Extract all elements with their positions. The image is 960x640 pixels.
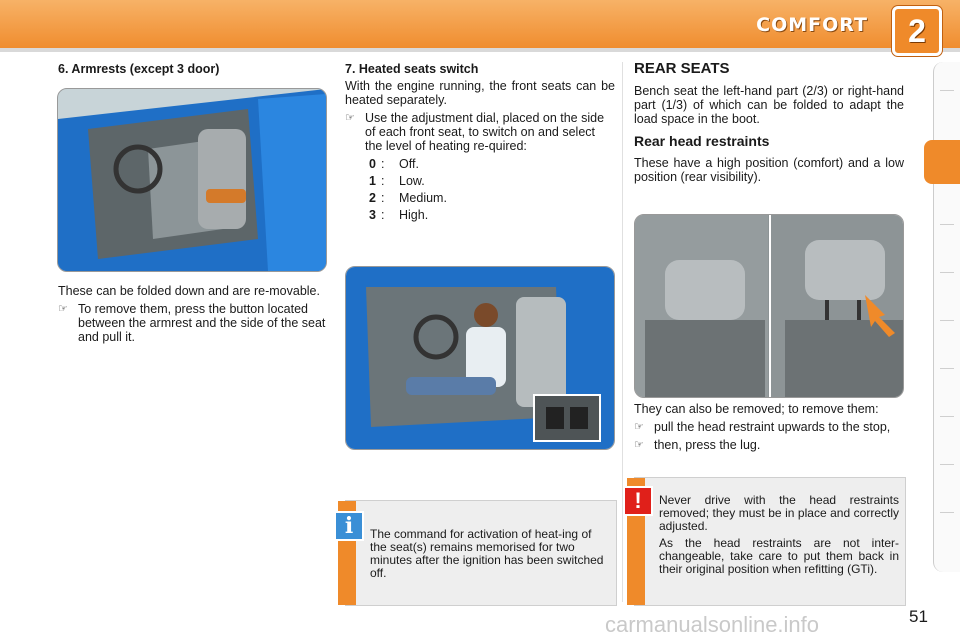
heating-level-key: 3 — [369, 208, 376, 222]
warning-note-text — [659, 494, 899, 580]
heating-level-row: 3 : High. — [369, 208, 429, 222]
heating-level-key: 0 — [369, 157, 376, 171]
list-item — [58, 302, 326, 344]
info-icon: i — [334, 511, 364, 541]
chapter-number: 2 — [908, 13, 926, 49]
heating-level-label: Medium. — [399, 191, 447, 205]
list-item — [634, 438, 904, 452]
pointing-hand-icon: ☞ — [345, 112, 355, 124]
armrest-photo — [57, 88, 327, 272]
heated-seats-heading: 7. Heated seats switch — [345, 62, 479, 76]
heating-level-label: Low. — [399, 174, 425, 188]
info-note-box — [345, 500, 617, 606]
heating-level-key: 2 — [369, 191, 376, 205]
removal-intro: They can also be removed; to remove them: — [634, 402, 879, 416]
pointing-hand-icon: ☞ — [634, 421, 644, 433]
heated-seats-bullet-text: Use the adjustment dial, placed on the side of each front seat, to switch on and select the level of heating re-quired: — [365, 111, 605, 153]
chapter-tab[interactable] — [940, 272, 954, 273]
head-restraint-photo — [634, 214, 904, 398]
chapter-tab[interactable] — [940, 416, 954, 417]
heating-level-row: 1 : Low. — [369, 174, 425, 188]
heating-level-label: Off. — [399, 157, 419, 171]
warning-icon: ! — [623, 486, 653, 516]
heating-level-row: 0 : Off. — [369, 157, 419, 171]
heated-seats-section — [345, 62, 615, 222]
rear-head-restraints-heading: Rear head restraints — [634, 133, 770, 149]
removal-step: pull the head restraint upwards to the stop, — [654, 420, 891, 434]
heating-level-key: 1 — [369, 174, 376, 188]
chapter-tabs — [933, 62, 960, 572]
armrests-heading: 6. Armrests (except 3 door) — [58, 62, 220, 76]
chapter-tab-active[interactable] — [924, 140, 960, 184]
list-item — [345, 111, 615, 153]
heated-seat-photo — [345, 266, 615, 450]
warning-text-2: As the head restraints are not inter-changeable, take care to put them back in their original position when refitting (GTi). — [659, 536, 899, 576]
removal-section — [634, 402, 904, 456]
heating-level-row: 2 : Medium. — [369, 191, 447, 205]
pointing-hand-icon: ☞ — [634, 439, 644, 451]
removal-step: then, press the lug. — [654, 438, 761, 452]
warning-text-1: Never drive with the head restraints removed; they must be in place and correctly adjusted. — [659, 493, 899, 533]
chapter-number-badge — [892, 6, 942, 56]
watermark: carmanualsonline.info — [605, 612, 820, 637]
header-divider — [0, 48, 960, 52]
armrests-bullet-text: To remove them, press the button located between the armrest and the side of the seat and pull it. — [78, 302, 326, 344]
chapter-title: COMFORT — [756, 14, 868, 36]
list-item — [634, 420, 904, 434]
armrests-body: These can be folded down and are re-movable. — [58, 284, 320, 298]
pointing-hand-icon: ☞ — [58, 303, 68, 315]
column-divider — [622, 62, 623, 602]
chapter-tab[interactable] — [940, 320, 954, 321]
rear-head-restraints-body: These have a high position (comfort) and a low position (rear visibility). — [634, 156, 904, 184]
chapter-tab[interactable] — [940, 512, 954, 513]
armrests-section — [58, 62, 326, 76]
heated-seats-intro: With the engine running, the front seats can be heated separately. — [345, 79, 615, 107]
page-number: 51 — [909, 607, 928, 626]
rear-seats-heading: REAR SEATS — [634, 60, 730, 77]
heating-level-label: High. — [399, 208, 429, 222]
warning-note-box — [634, 477, 906, 606]
chapter-tab[interactable] — [940, 368, 954, 369]
armrests-text — [58, 284, 326, 348]
chapter-tab[interactable] — [940, 90, 954, 91]
chapter-tab[interactable] — [940, 464, 954, 465]
chapter-tab[interactable] — [940, 224, 954, 225]
rear-seats-section — [634, 62, 904, 188]
info-note-text: The command for activation of heat-ing of the seat(s) remains memorised for two minutes after the ignition has been switched off. — [370, 527, 604, 580]
rear-seats-body: Bench seat the left-hand part (2/3) or right-hand part (1/3) of which can be folded to adapt the load space in the boot. — [634, 84, 904, 126]
